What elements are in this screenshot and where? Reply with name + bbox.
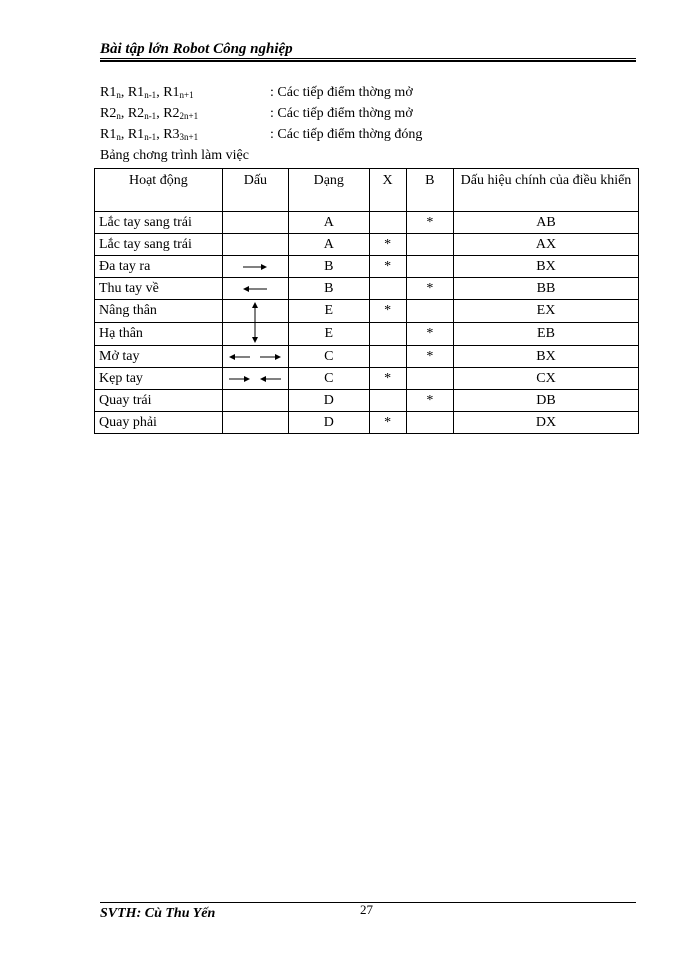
cell-x: * [369,234,406,256]
definition-desc: : Các tiếp điểm thờng mở [270,106,413,121]
cell-form: A [289,234,369,256]
cell-form: A [289,212,369,234]
table-row [95,212,639,234]
table-row [95,300,639,323]
cell-action: Nâng thân [95,300,223,323]
cell-signal: CX [453,368,638,390]
cell-action: Mở tay [95,346,223,368]
cell-signal: BX [453,346,638,368]
cell-form: D [289,412,369,434]
header-b: B [406,169,453,212]
cell-symbol [222,368,288,390]
cell-b: * [406,323,453,346]
definition-row [100,124,640,145]
cell-signal: BB [453,278,638,300]
cell-b [406,256,453,278]
cell-symbol [222,256,288,278]
cell-form: E [289,323,369,346]
cell-symbol [222,346,288,368]
cell-x [369,212,406,234]
page-header-title: Bài tập lớn Robot Công nghiệp [100,41,293,57]
cell-x: * [369,368,406,390]
cell-x: * [369,300,406,323]
cell-form: D [289,390,369,412]
cell-action: Quay trái [95,390,223,412]
cell-form: B [289,256,369,278]
cell-b [406,412,453,434]
cell-form: E [289,300,369,323]
table-row [95,278,639,300]
table-header-row [95,169,639,212]
definition-row [100,103,640,124]
cell-b: * [406,346,453,368]
contact-definitions [100,82,640,145]
cell-x [369,278,406,300]
cell-action: Đa tay ra [95,256,223,278]
definition-label: $R1_n$, $R1_{n-1}$, $R1_{n+1}$ [100,85,194,100]
work-program-table [94,168,639,434]
cell-symbol [222,300,288,323]
cell-signal: BX [453,256,638,278]
cell-x: * [369,256,406,278]
table-row [95,390,639,412]
table-row [95,346,639,368]
page-number: 27 [360,902,373,917]
table-caption: Bảng chơng trình làm việc [100,148,249,163]
cell-b: * [406,278,453,300]
cell-signal: AB [453,212,638,234]
definition-desc: : Các tiếp điểm thờng đóng [270,127,423,142]
cell-symbol [222,390,288,412]
header-form: Dạng [289,169,369,212]
cell-form: B [289,278,369,300]
definition-label: $R1_n$, $R1_{n-1}$, $R3_{3n+1}$ [100,127,199,142]
cell-action: Lắc tay sang trái [95,212,223,234]
cell-symbol [222,212,288,234]
cell-b: * [406,390,453,412]
cell-b: * [406,212,453,234]
cell-x [369,323,406,346]
header-signal: Dấu hiệu chính của điều khiển [453,169,638,212]
cell-symbol [222,278,288,300]
cell-signal: DX [453,412,638,434]
cell-symbol [222,412,288,434]
cell-b [406,300,453,323]
cell-action: Quay phải [95,412,223,434]
cell-x [369,390,406,412]
cell-signal: EX [453,300,638,323]
definition-desc: : Các tiếp điểm thờng mở [270,85,413,100]
cell-signal: DB [453,390,638,412]
cell-x [369,346,406,368]
cell-action: Kẹp tay [95,368,223,390]
cell-b [406,234,453,256]
cell-form: C [289,368,369,390]
footer-author: SVTH: Cù Thu Yến [100,906,216,921]
header-action: Hoạt động [95,169,223,212]
cell-b [406,368,453,390]
header-x: X [369,169,406,212]
table-row [95,368,639,390]
arrow-left-icon [227,284,284,294]
arrow-right-icon [227,262,284,272]
header-symbol: Dấu [222,169,288,212]
cell-symbol [222,234,288,256]
cell-action: Thu tay về [95,278,223,300]
table-row [95,234,639,256]
cell-action: Lắc tay sang trái [95,234,223,256]
cell-signal: AX [453,234,638,256]
definition-label: $R2_n$, $R2_{n-1}$, $R2_{2n+1}$ [100,106,199,121]
cell-form: C [289,346,369,368]
table-row [95,323,639,346]
cell-symbol [222,323,288,346]
table-row [95,256,639,278]
cell-signal: EB [453,323,638,346]
cell-action: Hạ thân [95,323,223,346]
arrow-down-icon [227,323,284,343]
arrow-up-icon [227,302,284,322]
header-rule [100,58,636,62]
arrows-apart-icon [227,352,284,362]
table-row [95,412,639,434]
cell-x: * [369,412,406,434]
arrows-together-icon [227,374,284,384]
definition-row [100,82,640,103]
